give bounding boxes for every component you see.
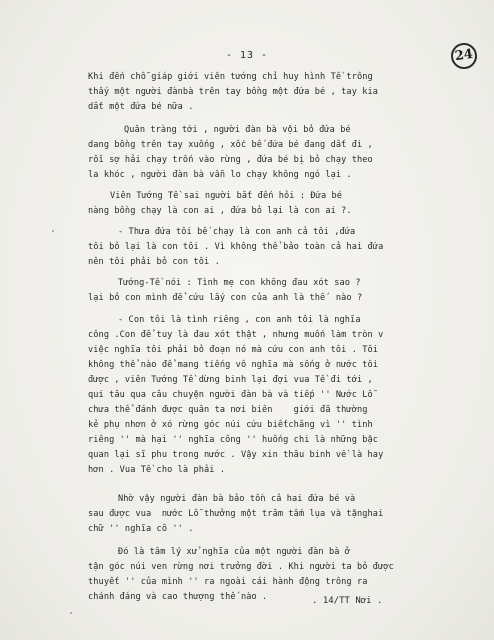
scan-speck — [52, 230, 54, 232]
text-line: riêng '' mà hại '' nghĩa công '' huống chi là những bậc — [88, 435, 379, 445]
signature-line: . 14/TT Nơi . — [312, 596, 383, 606]
text-line: la khóc , người đàn bà vẫn lo chạy không ngó lại . — [88, 170, 352, 180]
text-line: không thể nào để mang tiếng vô nghĩa mà sống ở nước tôi — [88, 360, 379, 370]
text-line: Nhờ vậy người đàn bà bảo tồn cả hai đứa bé và — [118, 494, 356, 504]
text-line: Quân tràng tới , người đàn bà vội bỏ đứa bé — [124, 125, 351, 135]
text-line: dang bồng trên tay xuống , xốc bế đứa bé đang dắt đi , — [88, 140, 373, 150]
text-line: việc nghĩa tôi phải bỏ đoạn nó mà cứu con anh tôi . Tôi — [88, 345, 379, 355]
text-line: nàng bồng chạy là con ai , đứa bỏ lại là con ai ?. — [88, 206, 352, 216]
text-line: Đó là tâm lý xử nghĩa của một người đàn bà ở — [118, 547, 351, 557]
text-line: chữ '' nghĩa cô '' . — [88, 524, 194, 534]
text-line: được , viên Tướng Tề dừng binh lại đợi vua Tề đi tới , — [88, 375, 373, 385]
text-line: qui tâu qua câu chuyện người đàn bà và tiếp '' Nước Lỗ — [88, 390, 373, 400]
text-line: chánh đáng và cao thượng thế nào . — [88, 592, 268, 602]
text-line: tận góc núi ven rừng nơi trưởng đời . Khi người ta bỏ được — [88, 562, 394, 572]
handwritten-page-mark: 24 — [449, 41, 478, 70]
scan-speck — [70, 612, 72, 614]
text-line: - Con tôi là tình riêng , con anh tôi là nghĩa — [118, 315, 361, 325]
text-line: quan lại sĩ phu trong nước . Vậy xin thâu binh về là hay — [88, 450, 384, 460]
text-line: chưa thể đánh được quân ta nơi biên giới đã thường — [88, 405, 368, 415]
text-line: rồi sợ hải chạy trốn vào rừng , đứa bé bị bỏ chạy theo — [88, 155, 373, 165]
text-line: Viên Tướng Tề sai người bắt đến hỏi : Đứa bé — [110, 191, 343, 201]
text-line: công .Con để tuy là đau xót thật , nhưng muốn làm tròn v — [88, 330, 384, 340]
page-number: - 13 - — [225, 50, 269, 61]
text-line: - Thưa đứa tôi bế chạy là con anh cả tôi ,đứa — [118, 227, 356, 237]
text-line: thấy một người đànbà trên tay bồng một đứa bé , tay kia — [88, 87, 379, 97]
text-line: kẻ phụ nhơn ở xó rừng góc núi cứu biếtchăng vì '' tình — [88, 420, 373, 430]
text-line: Tướng-Tề nói : Tình mẹ con không đau xót sao ? — [118, 278, 361, 288]
text-line: tôi bỏ lại là con tôi . Vì không thể bảo toàn cả hai đứa — [88, 242, 384, 252]
text-line: thuyết '' của mình '' ra ngoài cái hành động trông ra — [88, 577, 368, 587]
text-line: hơn . Vua Tề cho là phải . — [88, 465, 226, 475]
text-line: dắt một đứa bé nữa . — [88, 102, 194, 112]
text-line: Khi đến chỗ giáp giới viên tướng chỉ huy hình Tề trông — [88, 72, 373, 82]
text-line: lại bỏ con mình để cứu lấy con của anh là thế nào ? — [88, 293, 363, 303]
text-line: sau được vua nước Lỗ thưởng một trăm tấm lụa và tặnghai — [88, 509, 384, 519]
text-line: nên tôi phải bỏ con tôi . — [88, 257, 220, 267]
